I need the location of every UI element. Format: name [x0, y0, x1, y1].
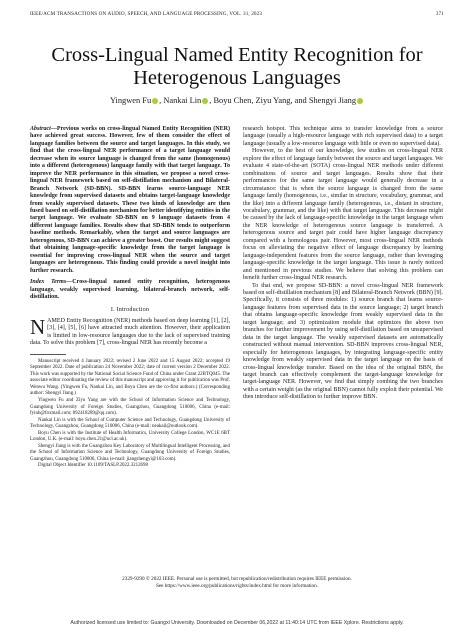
download-notice: Authorized licensed use limited to: Guangxi University. Downloaded on December 06,2022 at 11:40:14 UTC from IEEE Xplore. Restrictions apply. [70, 620, 404, 626]
issn-line: 2329-9290 © 2022 IEEE. Personal use is permitted, but republication/redistribution requires IEEE permission. [122, 576, 352, 582]
section-heading: I. Introduction [110, 307, 150, 314]
author-name: Yingwen Fu [109, 96, 152, 105]
footnote-affiliation: Yingwen Fu and Ziyu Yang are with the School of Information Science and Technology, Guangdong University of Foreign Studies, Guangzhou, Guangdong 510006, China (e-mail: fyinh@foxmail.com; 892418289@qq.com). [30, 397, 230, 417]
left-column [30, 126, 230, 470]
author-name: Boyu Chen, Ziyu Yang, and Shengyi Jiang [213, 96, 357, 105]
footnote-affiliation: Boyu Chen is with the Institute of Health Informatics, University College London, WC1E 6BT London, U.K. (e-mail: boyu.chen.21@ucl.ac.uk). [30, 430, 230, 443]
body-paragraph: research hotspot. This technique aims to transfer knowledge from a source language (usually a high-resource language with rich supervised data) to a target language (usually a low-resource language with little or even no supervised data). [243, 126, 443, 147]
orcid-icon[interactable] [202, 98, 208, 104]
index-terms [30, 279, 230, 301]
intro-text: AMED Entity Recognition (NER) methods based on deep learning [1], [2], [3], [4], [5], [6] have attracted much attention. However, their application is limited in low-resource languages due to the lack of supervised training data. To solve this problem [7], cross-lingual NER has recently become a [30, 317, 230, 347]
index-terms-text: Cross-lingual named entity recognition, heterogenous language, weakly supervised learning, bilateral-branch network, self-distillation. [30, 279, 230, 300]
index-terms-label: Index Terms— [30, 279, 73, 286]
author-list [30, 96, 444, 105]
body-paragraph: To that end, we propose SD-BBN: a novel cross-lingual NER framework based on self-distillation mechanism [8] and Bilateral-Branch Network (BBN) [9]. Specifically, it consists of three modules: 1) source branch that learns source-language features from supervised data in the source language; 2) target branch that obtains language-specific knowledge from weakly supervised data in the target language; and 3) optimization module that optimizes the above two branches for further improvement by using self-distillation based on unsupervised data in the target language. The weakly supervised datasets are automatically constructed without manual intervention. SD-BBN improves cross-lingual NER, especially for heterogenous languages, by integrating language-specific entity knowledge from weakly supervised data in the target language on the basis of cross-lingual knowledge transfer. Based on the idea of the original BBN, the target branch can effectively complement the target-language knowledge for target-language NER. However, we find that simply combing the two branches with a certain weight (as the original BBN) cannot fully exploit their potential. We then introduce self-distillation to further improve BBN. [243, 282, 443, 401]
orcid-icon[interactable] [152, 98, 158, 104]
author-separator: , [209, 96, 214, 105]
footnote-doi[interactable]: Digital Object Identifier 10.1109/TASLP.2022.3212698 [38, 463, 148, 469]
drop-cap: N [30, 314, 46, 339]
running-head [30, 11, 444, 19]
journal-name: IEEE/ACM TRANSACTIONS ON AUDIO, SPEECH, AND LANGUAGE PROCESSING, VOL. 31, 2023 [30, 11, 262, 17]
right-column [243, 126, 443, 402]
abstract-label: Abstract— [30, 126, 57, 132]
author-name: Nankai Lin [163, 96, 202, 105]
paper-title: Cross-Lingual Named Entity Recognition for Heterogenous Languages [51, 44, 423, 89]
footnote-affiliation: Shengyi Jiang is with the Guangzhou Key Laboratory of Multilingual Intelligent Processing, and the School of Information Science and Technology, Guangdong University of Foreign Studies, Guangzhou, Guangdong 510006, China (e-mail: jiangshengyi@163.com). [30, 443, 230, 462]
page-number: 371 [435, 11, 444, 17]
abstract-text: Previous works on cross-lingual Named Entity Recognition (NER) have achieved great success. However, few of them consider the effect of language families between the source and target languages. In this study, we find that the cross-lingual NER performance of a target language would decrease when its source language is changed from the same (homogenous) into a different (heterogenous) language family with that target language. To improve the NER performance in this situation, we propose a novel cross-lingual NER framework based on self-distillation mechanism and Bilateral-Branch Network (SD-BBN). SD-BBN learns source-language NER knowledge from supervised datasets and obtains target-language knowledge from weakly supervised datasets. These two kinds of knowledge are then fused based on self-distillation mechanism for better identifying entities in the target language. We evaluate SD-BBN on 9 language datasets from 4 different language families. Results show that SD-BBN tends to outperform baseline methods. Remarkably, when the target and source languages are heterogenous, SD-BBN can achieve a greater boost. Our results might suggest that obtaining language-specific knowledge from the target language is essential for improving cross-lingual NER when the source and target languages are heterogenous. This finding could provide a novel insight into further research. [30, 126, 230, 274]
footnote-affiliation: Nankai Lin is with the School of Computer Science and Technology, Guangdong University of Technology, Guangzhou, Guangdong 510006, China (e-mail: neakail@outlook.com). [30, 417, 230, 430]
body-paragraph: However, to the best of our knowledge, few studies on cross-lingual NER explore the effect of language family between the source and target languages. We evaluate 4 state-of-the-art (SOTA) cross-lingual NER methods under different combinations of source and target languages. Results show that their performances for the same target language would generally decrease in a circumstance: that is when the source language is changed from the same language family (homogenous, i.e., similar in structure, vocabulary, grammar, and the like) into a different language family (heterogenous, i.e., distant in structure, vocabulary, grammar, and the like) with that target language. This decrease might be caused by the lack of language-specific knowledge in the target language when the NER knowledge of heterogenous source language is transferred. A heterogenous source and target pair could have higher language discrepancy compared with a homologous pair. However, most cross-lingual NER methods focus on alleviating the negative effect of language discrepancy by learning language-independent features from the source language, rather than leveraging language-specific knowledge in the target language. This issue is rarely noticed and mentioned in previous studies. We believe that solving this problem can benefit further cross-lingual NER research. [243, 148, 443, 282]
intro-paragraph [30, 314, 230, 348]
author-separator: , [159, 96, 164, 105]
footnote-manuscript: Manuscript received 4 January 2022; revised 2 June 2022 and 15 August 2022; accepted 19 September 2022. Date of publication 24 November 2022; date of current version 2 December 2022. This work was supported by the National Social Science Fund of China under Grant 22BTQ045. The associate editor coordinating the review of this manuscript and approving it for publication was Prof. Wenwu Wang. (Yingwen Fu, Nankai Lin, and Boyu Chen are the co-first authors.) (Corresponding author: Shengyi Jiang.) [30, 358, 230, 397]
abstract [30, 126, 230, 275]
footnote-rule [30, 354, 66, 355]
orcid-icon[interactable] [357, 98, 363, 104]
rights-link[interactable]: See https://www.ieee.org/publications/rights/index.html for more information. [155, 582, 319, 589]
copyright-notice [30, 576, 444, 589]
